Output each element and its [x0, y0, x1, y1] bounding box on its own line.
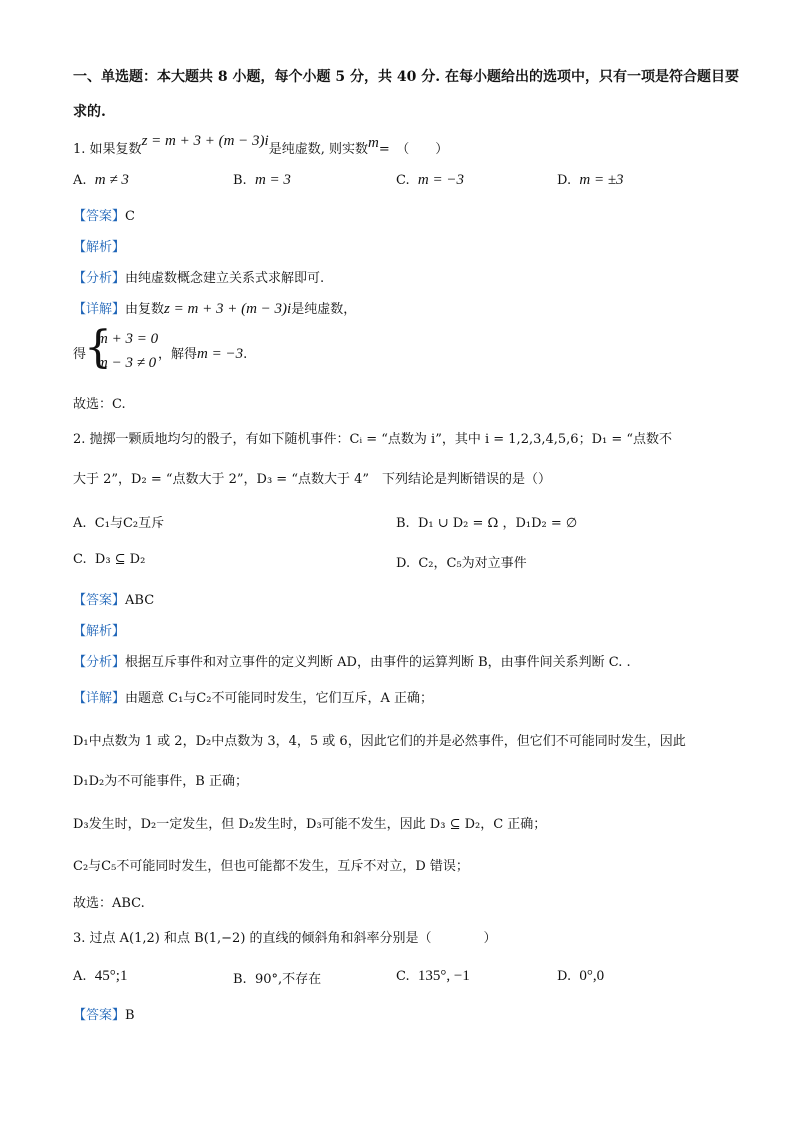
- q1-analysis-tag: 【解析】: [73, 240, 126, 255]
- q1-de: 得: [73, 347, 87, 362]
- q2-answer: 【答案】ABC: [73, 593, 155, 608]
- q1-expression: z = m + 3 + (m − 3)i: [141, 133, 269, 149]
- q2-detail-4: D₃发生时，D₂一定发生，但 D₂发生时，D₃可能不发生，因此 D₃ ⊆ D₂，C 正确；: [73, 817, 547, 832]
- system-brace: {: [84, 322, 112, 373]
- q1-solve: ，解得m = −3.: [158, 346, 248, 362]
- q1-option-b: B. m = 3: [233, 172, 291, 188]
- q3-answer: 【答案】B: [73, 1008, 135, 1023]
- section-heading-line1: 一、单选题：本大题共 8 小题，每个小题 5 分，共 40 分. 在每小题给出的选项中，只有一项是符合题目要: [73, 69, 739, 85]
- q2-analysis-tag: 【解析】: [73, 624, 126, 639]
- q1-system-eq2: m − 3 ≠ 0: [97, 355, 157, 371]
- q1-system-eq1: m + 3 = 0: [97, 331, 159, 347]
- question-2-line1: 2. 抛掷一颗质地均匀的骰子，有如下随机事件：Cᵢ = “点数为 i”，其中 i = 1,2,3,4,5,6；D₁ = “点数不: [73, 432, 673, 447]
- q1-option-a: A. m ≠ 3: [73, 172, 129, 188]
- q2-detail-2: D₁中点数为 1 或 2，D₂中点数为 3，4，5 或 6，因此它们的并是必然事件，但它们不可能同时发生，因此: [73, 734, 686, 749]
- q1-option-c: C. m = −3: [396, 172, 464, 188]
- q3-option-d: D. 0°,0: [557, 968, 605, 984]
- q1-conclusion: 故选：C.: [73, 397, 126, 412]
- q3-option-c: C. 135°, −1: [396, 968, 470, 984]
- q1-prefix: 如果复数: [89, 142, 142, 157]
- q2-detail-1: 【详解】由题意 C₁与C₂不可能同时发生，它们互斥，A 正确；: [73, 691, 433, 706]
- section-heading-line2: 求的.: [73, 104, 106, 120]
- q1-suffix: = （ ）: [378, 142, 449, 157]
- q2-detail-5: C₂与C₅不可能同时发生，但也可能都不发生，互斥不对立，D 错误；: [73, 859, 469, 874]
- question-2-line2: 大于 2”，D₂ = “点数大于 2”，D₃ = “点数大于 4” 下列结论是判断错误的是（）: [73, 472, 552, 487]
- q1-answer: 【答案】C: [73, 209, 135, 224]
- q1-number: 1.: [73, 142, 86, 157]
- q2-fenxi: 【分析】根据互斥事件和对立事件的定义判断 AD，由事件的运算判断 B，由事件间关系判断 C. .: [73, 655, 631, 670]
- q2-option-b: B. D₁ ∪ D₂ = Ω ，D₁D₂ = ∅: [396, 516, 578, 531]
- question-3: 3. 过点 A(1,2) 和点 B(1,−2) 的直线的倾斜角和斜率分别是（ ）: [73, 931, 497, 946]
- q2-detail-3: D₁D₂为不可能事件，B 正确；: [73, 774, 248, 789]
- question-1: [73, 133, 449, 158]
- q2-option-d: D. C₂，C₅为对立事件: [396, 556, 527, 571]
- q3-option-a: A. 45°;1: [73, 968, 128, 984]
- q1-fenxi: 【分析】由纯虚数概念建立关系式求解即可.: [73, 271, 325, 286]
- q1-mid: 是纯虚数, 则实数: [268, 142, 368, 157]
- q1-option-d: D. m = ±3: [557, 172, 624, 188]
- q1-var: m: [367, 135, 379, 151]
- q2-option-a: A. C₁与C₂互斥: [73, 516, 165, 531]
- q2-conclusion: 故选：ABC.: [73, 896, 145, 911]
- q3-option-b: B. 90°,不存在: [233, 972, 322, 987]
- q2-option-c: C. D₃ ⊆ D₂: [73, 552, 146, 567]
- answer-tag: 【答案】: [73, 209, 126, 224]
- q1-detail: 【详解】由复数z = m + 3 + (m − 3)i是纯虚数，: [73, 301, 357, 317]
